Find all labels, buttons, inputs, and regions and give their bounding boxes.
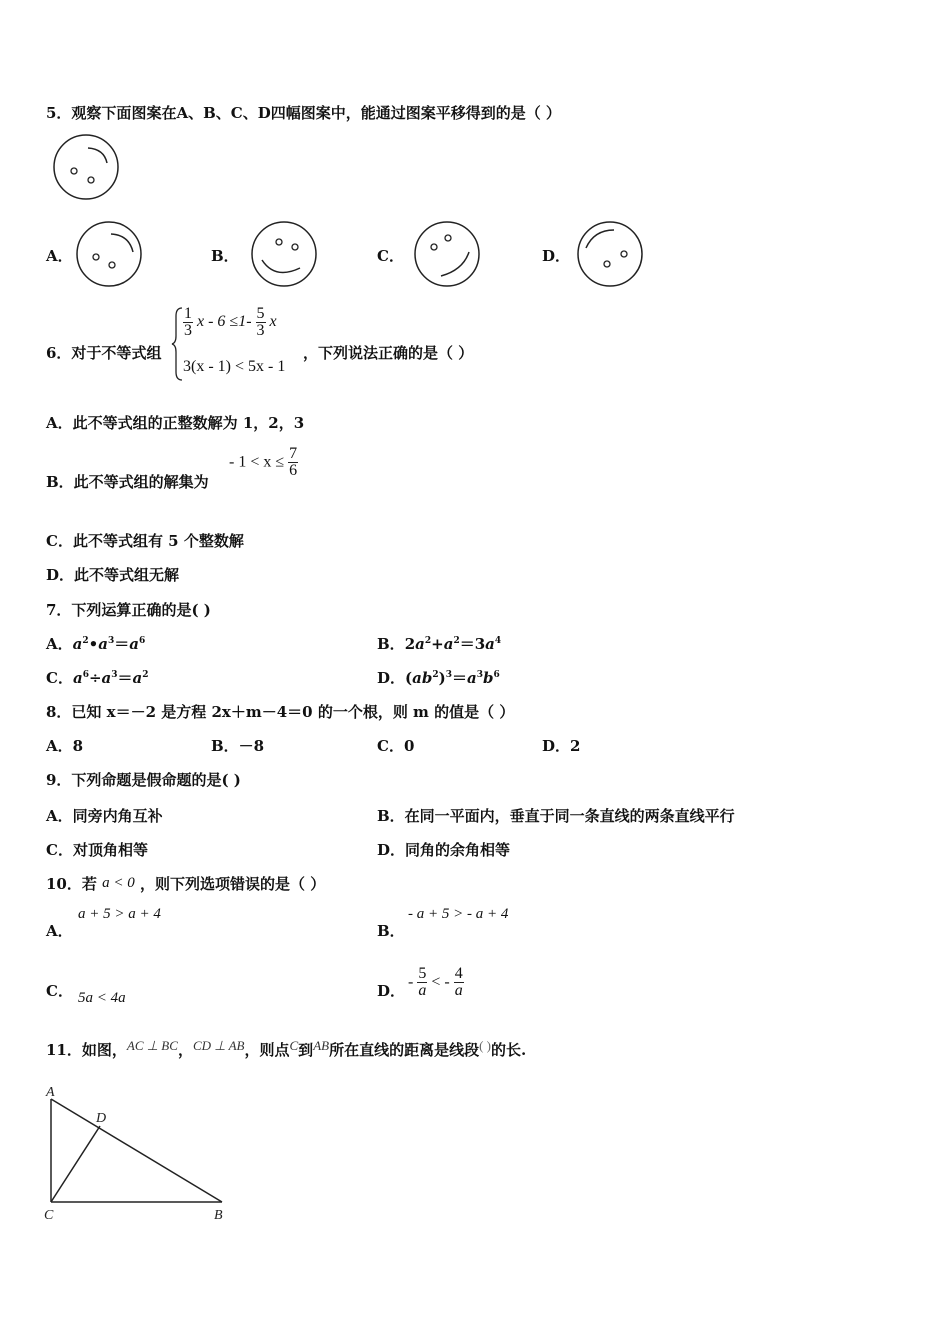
q9-stem: 9．下列命题是假命题的是( ): [46, 771, 241, 789]
q6-sys-x: x: [269, 313, 277, 331]
q11-label-a: A: [46, 1085, 55, 1100]
q8-option-c: C．0: [377, 737, 415, 755]
q7-option-a: A．$a^2•a^3=a^6$: [46, 635, 146, 653]
q10-option-d-compare: < -: [431, 973, 450, 991]
q11-stem-part2: ，则点: [244, 1041, 290, 1059]
q9-option-b: B．在同一平面内，垂直于同一条直线的两条直线平行: [377, 807, 735, 825]
q11-stem-part3: 到: [298, 1041, 314, 1059]
q5-option-c-label: C．: [377, 247, 404, 265]
q7-stem: 7．下列运算正确的是( ): [46, 601, 211, 619]
q10-option-d-label: D．: [377, 982, 406, 1000]
q9-option-d: D．同角的余角相等: [377, 841, 511, 859]
q10-option-b-math: - a + 5 > - a + 4: [408, 906, 509, 922]
q6-stem-suffix: ，下列说法正确的是（ ）: [303, 344, 474, 362]
q7-option-d: D．$(ab^2)^3=a^3b^6$: [377, 669, 500, 687]
q7-option-d-label: D．: [377, 669, 406, 687]
q5-stem: 5．观察下面图案在A、B、C、D四幅图案中，能通过图案平移得到的是（ ）: [46, 104, 561, 122]
q10-option-d-num2: 4: [454, 965, 463, 982]
q11-stem: [46, 1039, 526, 1060]
q6-option-b: B．此不等式组的解集为: [46, 473, 209, 491]
q10-option-d-math: [408, 966, 464, 999]
q8-option-b: B．－8: [211, 737, 265, 755]
q7-option-b-label: B．: [377, 635, 405, 653]
q6-option-a: A．此不等式组的正整数解为 1，2，3: [46, 414, 305, 432]
q6-sys-den1: 3: [184, 322, 192, 339]
q5-option-d-label: D．: [542, 247, 571, 265]
q9-option-a: A．同旁内角互补: [46, 807, 163, 825]
q7-option-a-label: A．: [46, 635, 73, 653]
q7-option-b: B．$2a^2+a^2=3a^4$: [377, 635, 502, 653]
q11-perp2: CD ⊥ AB: [192, 1038, 245, 1053]
q9-option-c: C．对顶角相等: [46, 841, 148, 859]
q5-option-b-label: B．: [211, 247, 239, 265]
q10-option-d-minus: -: [408, 973, 414, 991]
q10-stem-suffix: ，则下列选项错误的是（ ）: [139, 875, 326, 893]
q6-sys-num1: 1: [184, 305, 192, 322]
q8-stem: 8．已知 x＝－2 是方程 2x＋m－4＝0 的一个根，则 m 的值是（ ）: [46, 703, 515, 721]
q10-option-a-math: a + 5 > a + 4: [78, 906, 161, 922]
q10-stem-prefix: 10．若: [46, 875, 97, 893]
q6-option-d: D．此不等式组无解: [46, 566, 180, 584]
q6-option-c: C．此不等式组有 5 个整数解: [46, 532, 244, 550]
q11-answer-blank: ( ): [479, 1038, 492, 1053]
q11-triangle-figure: [40, 1080, 240, 1225]
q6-option-b-num: 7: [289, 445, 298, 462]
q11-point-c: C: [289, 1038, 299, 1053]
q6-option-b-ineq: - 1 < x ≤: [229, 453, 285, 471]
q10-option-c-math: 5a < 4a: [78, 990, 126, 1006]
q10-option-a-label: A．: [46, 922, 73, 940]
q6-system-line-2: 3(x - 1) < 5x - 1: [183, 358, 286, 375]
q10-option-d-num1: 5: [418, 965, 427, 982]
q11-label-d: D: [96, 1111, 107, 1126]
q10-option-b-label: B．: [377, 922, 405, 940]
q6-sys-num2: 5: [256, 305, 265, 322]
q6-sys-den2: 3: [256, 322, 265, 339]
q11-segment-ab: AB: [313, 1038, 330, 1053]
q10-option-d-den1: a: [418, 982, 427, 999]
q6-option-b-den: 6: [289, 462, 298, 479]
q11-stem-part5: 的长.: [491, 1041, 527, 1059]
q8-option-d: D．2: [542, 737, 581, 755]
q8-option-a: A．8: [46, 737, 84, 755]
q5-option-a-label: A．: [46, 247, 73, 265]
q5-reference-face: [52, 133, 122, 201]
q6-system-line-1: [183, 306, 277, 339]
q5-option-a-face: [75, 220, 145, 288]
q11-perp1: AC ⊥ BC: [126, 1038, 178, 1053]
q7-option-c-label: C．: [46, 669, 73, 687]
q11-sep: ，: [177, 1041, 193, 1059]
q7-option-c: C．$a^6\div a^3=a^2$: [46, 669, 149, 687]
q10-stem-math: a < 0: [102, 875, 135, 891]
q6-stem-prefix: 6．对于不等式组: [46, 344, 162, 362]
q5-option-b-face: [250, 220, 320, 288]
q10-stem: [46, 873, 325, 894]
q11-stem-part4: 所在直线的距离是线段: [329, 1041, 480, 1059]
q5-option-d-face: [576, 220, 646, 288]
q6-sys-mid: x - 6 ≤1-: [197, 313, 252, 331]
q10-option-c-label: C．: [46, 982, 73, 1000]
q6-option-b-math: [229, 446, 298, 479]
q11-stem-part1: 11．如图，: [46, 1041, 127, 1059]
q5-option-c-face: [413, 220, 483, 288]
q10-option-d-den2: a: [454, 982, 463, 999]
q11-label-b: B: [214, 1208, 223, 1223]
q11-label-c: C: [44, 1208, 54, 1223]
